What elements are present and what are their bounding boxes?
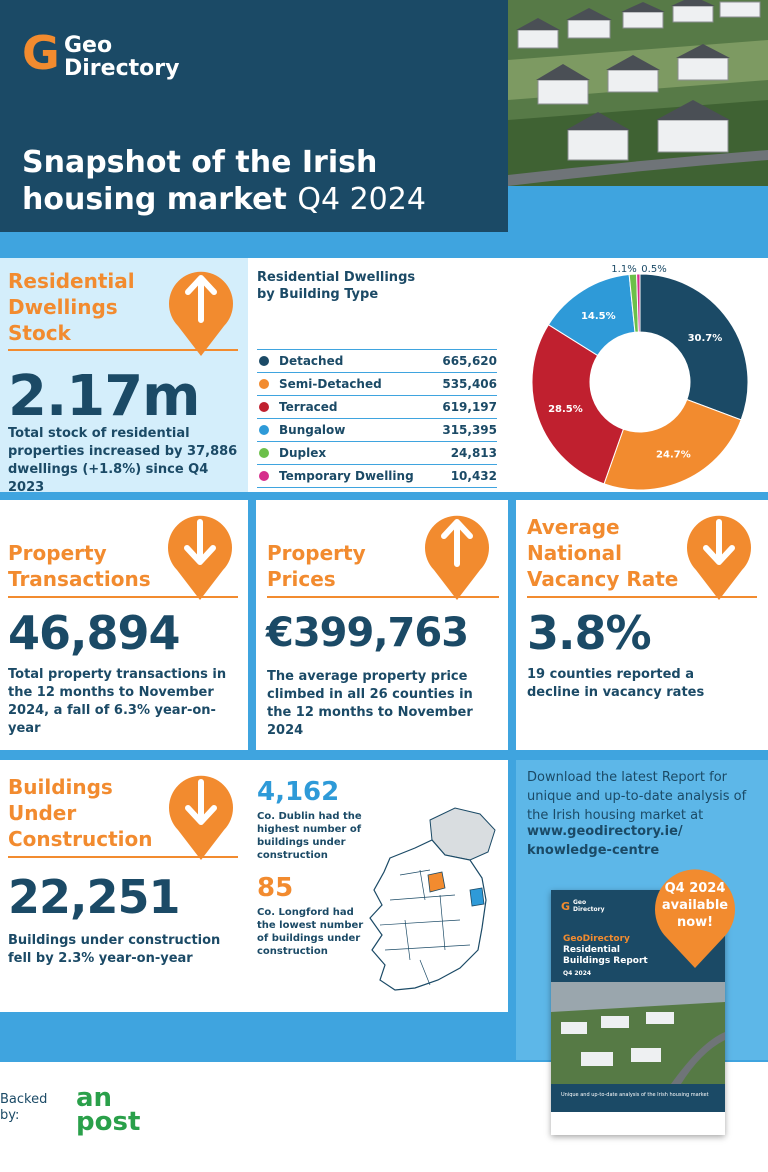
donut-label: 1.1% (611, 264, 637, 275)
vacancy-divider (527, 596, 757, 598)
badge-line-1: Q4 2024 (664, 881, 726, 896)
backed-line-1: Backed (0, 1092, 48, 1107)
download-link[interactable] (527, 822, 683, 860)
dublin-text: Co. Dublin had the highest number of buildings under construction (257, 811, 362, 861)
donut-label: 24.7% (656, 449, 691, 461)
dwellings-table-title (257, 269, 415, 303)
download-link-2[interactable]: knowledge-centre (527, 843, 660, 858)
arrow-down-pin-icon (682, 506, 756, 600)
logo-mark: G (22, 26, 60, 80)
transactions-divider (8, 596, 238, 598)
houses-photo (508, 0, 768, 186)
transactions-description: Total property transactions in the 12 months to November 2024, a fall of 6.3% year-on-year (8, 667, 227, 736)
stock-heading-3: Stock (8, 321, 71, 345)
report-sponsors (551, 1112, 725, 1135)
row-value: 10,432 (450, 469, 497, 483)
donut-slice-detached (640, 274, 748, 420)
backed-line-2: by: (0, 1108, 20, 1123)
row-name: Bungalow (279, 423, 346, 437)
row-name: Duplex (279, 446, 327, 460)
vacancy-heading (527, 514, 678, 592)
donut-label: 0.5% (641, 264, 667, 275)
vacancy-heading-2: National (527, 541, 622, 565)
row-value: 665,620 (442, 354, 497, 368)
legend-dot-icon (259, 448, 269, 458)
report-title-3: Buildings Report (563, 956, 648, 966)
row-name: Detached (279, 354, 344, 368)
anpost-logo (76, 1083, 141, 1137)
prices-heading (267, 540, 366, 592)
dwellings-title-1: Residential Dwellings (257, 270, 416, 285)
construction-description: Buildings under construction fell by 2.3% year-on-year (8, 933, 221, 966)
report-logo-1: Geo (573, 899, 587, 906)
table-row (257, 349, 497, 372)
table-row (257, 441, 497, 464)
prices-heading-2: Prices (267, 567, 336, 591)
legend-dot-icon (259, 425, 269, 435)
construction-heading (8, 774, 152, 852)
report-logo (573, 899, 604, 913)
badge-line-3: now! (676, 915, 714, 930)
download-text: Download the latest Report for unique and up-to-date analysis of the Irish housing market at (527, 770, 747, 823)
donut-label: 30.7% (687, 332, 723, 344)
prices-divider (267, 596, 499, 598)
dwellings-table (257, 349, 497, 488)
ireland-map (360, 800, 508, 1000)
construction-divider (8, 856, 238, 858)
vacancy-heading-3: Vacancy Rate (527, 567, 679, 591)
arrow-down-pin-icon (163, 506, 237, 600)
dublin-value: 4,162 (257, 777, 340, 807)
legend-dot-icon (259, 379, 269, 389)
dwellings-title-2: by Building Type (257, 287, 379, 302)
anpost-line-1: an (76, 1083, 113, 1113)
report-photo (551, 982, 725, 1084)
arrow-down-pin-icon (164, 766, 238, 860)
row-value: 619,197 (442, 400, 497, 414)
report-title-2: Residential (563, 945, 620, 955)
construction-heading-2: Under (8, 801, 77, 825)
logo-text-geo: Geo (64, 33, 113, 58)
table-row (257, 372, 497, 395)
legend-dot-icon (259, 402, 269, 412)
longford-value: 85 (257, 873, 294, 903)
report-logo-2: Directory (573, 906, 605, 913)
donut-label: 14.5% (580, 310, 616, 322)
vacancy-value: 3.8% (527, 606, 651, 660)
title-line-1: Snapshot of the Irish (22, 145, 378, 180)
table-row (257, 464, 497, 487)
stock-heading-1: Residential (8, 269, 135, 293)
transactions-heading (8, 540, 151, 592)
download-link-1[interactable]: www.geodirectory.ie/ (527, 824, 683, 839)
vacancy-heading-1: Average (527, 515, 620, 539)
transactions-heading-1: Property (8, 541, 107, 565)
houses-illustration (508, 0, 768, 186)
longford-text: Co. Longford had the lowest number of buildings under construction (257, 907, 364, 957)
report-logo-mark-icon: G (561, 900, 571, 913)
prices-value: €399,763 (266, 610, 469, 656)
transactions-heading-2: Transactions (8, 567, 151, 591)
stock-description: Total stock of residential properties increased by 37,886 dwellings (+1.8%) since Q4 2023 (8, 426, 238, 495)
backed-by-label (0, 1092, 47, 1124)
row-value: 24,813 (450, 446, 497, 460)
title-line-2 (22, 181, 426, 218)
vacancy-description: 19 counties reported a decline in vacancy rates (527, 667, 705, 700)
prices-heading-1: Property (267, 541, 366, 565)
report-title-1: GeoDirectory (563, 934, 630, 944)
dwellings-donut-chart (530, 260, 760, 492)
donut-slice-semi-detached (604, 400, 741, 490)
stock-heading-2: Dwellings (8, 295, 118, 319)
prices-description: The average property price climbed in all 26 counties in the 12 months to November 2024 (267, 669, 473, 738)
row-name: Temporary Dwelling (279, 469, 414, 483)
row-value: 315,395 (442, 423, 497, 437)
stock-value: 2.17m (8, 364, 200, 429)
stock-heading (8, 268, 135, 346)
title-period: Q4 2024 (297, 182, 426, 217)
construction-heading-3: Construction (8, 827, 153, 851)
legend-dot-icon (259, 356, 269, 366)
row-name: Terraced (279, 400, 338, 414)
legend-dot-icon (259, 471, 269, 481)
page-title (22, 144, 426, 218)
report-caption: Unique and up-to-date analysis of the Irish housing market (561, 1092, 709, 1098)
title-line-2-text: housing market (22, 182, 287, 217)
arrow-up-pin-icon (164, 262, 238, 356)
report-period: Q4 2024 (563, 970, 592, 977)
badge-line-2: available (661, 898, 729, 913)
stock-divider (8, 349, 238, 351)
construction-heading-1: Buildings (8, 775, 113, 799)
table-row (257, 418, 497, 441)
table-row (257, 395, 497, 418)
row-name: Semi-Detached (279, 377, 382, 391)
logo-text-directory: Directory (64, 56, 180, 81)
donut-label: 28.5% (548, 404, 583, 416)
arrow-up-pin-icon (420, 506, 494, 600)
transactions-value: 46,894 (8, 606, 180, 660)
availability-badge (649, 880, 741, 931)
row-value: 535,406 (442, 377, 497, 391)
construction-value: 22,251 (8, 870, 180, 924)
anpost-line-2: post (76, 1107, 141, 1137)
